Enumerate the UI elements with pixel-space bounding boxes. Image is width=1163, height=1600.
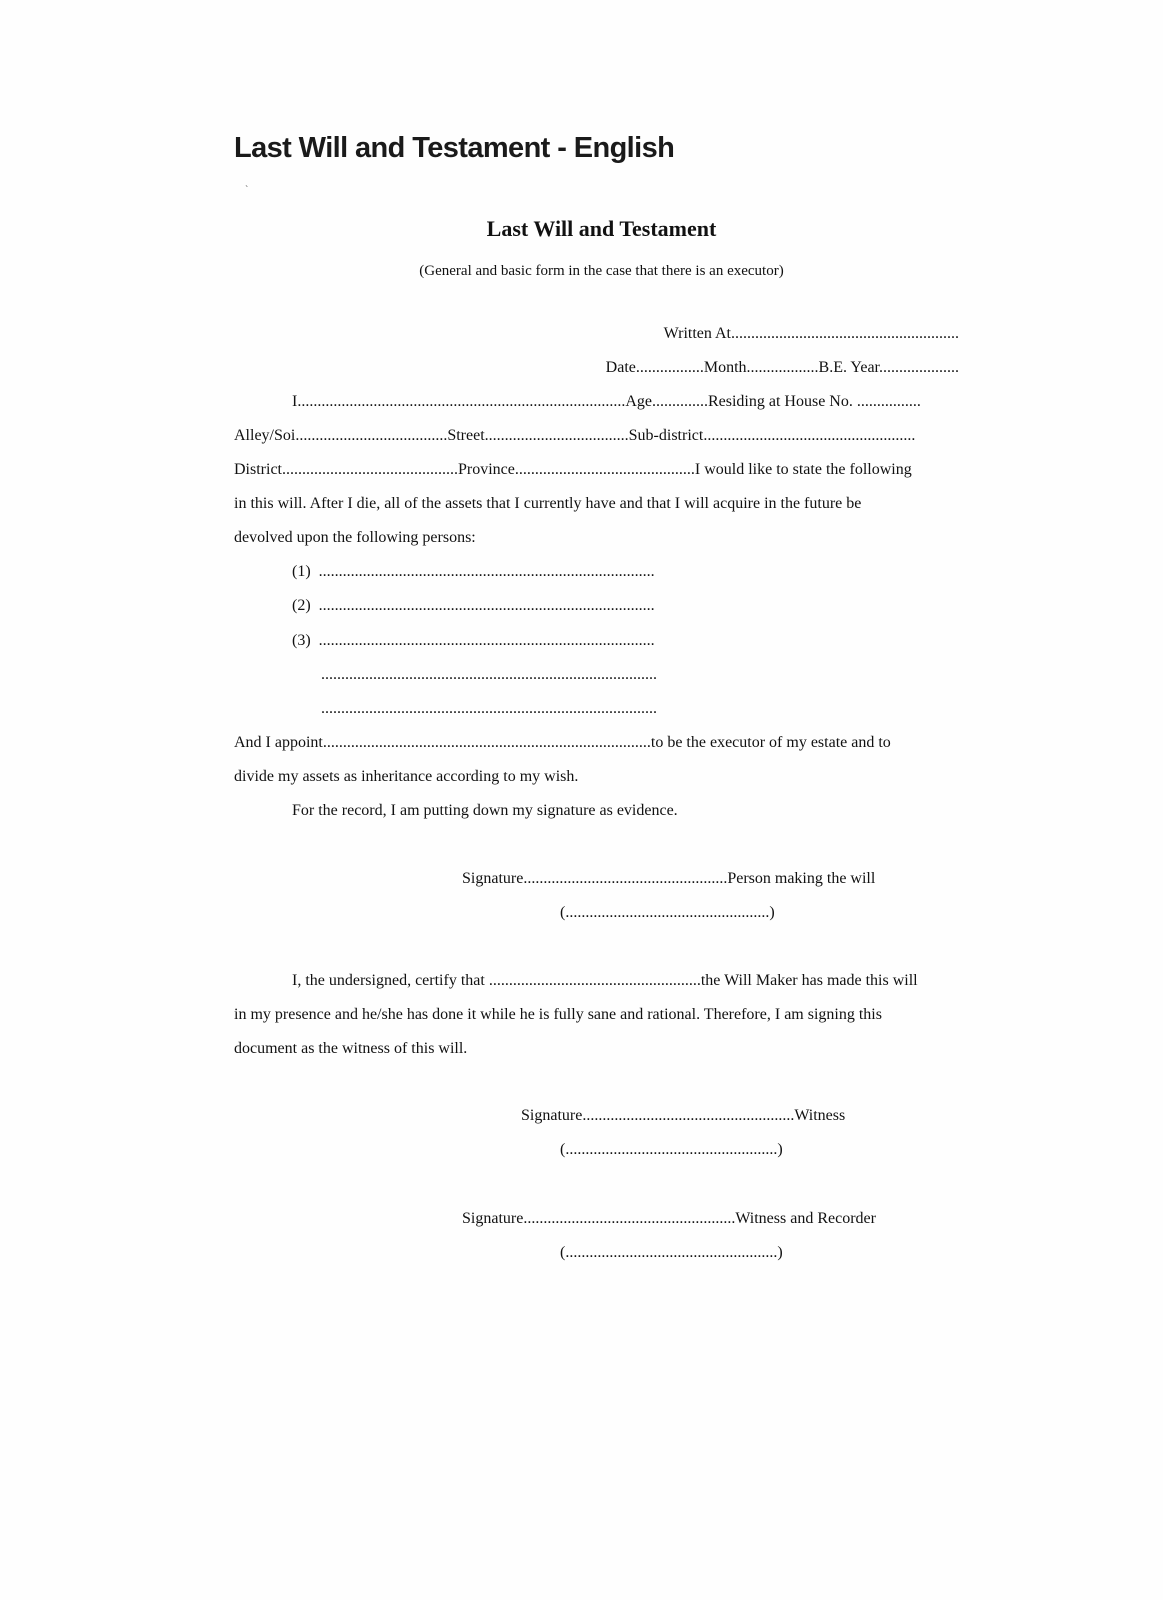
stray-mark: ` [245, 185, 249, 196]
district-line: District............................................Province.............................................I would like to state the following [234, 461, 912, 478]
form-subtitle: (General and basic form in the case that there is an executor) [419, 263, 784, 279]
heir-blank-line-2: .................................................................................... [321, 700, 657, 717]
heir-blank-line-1: .................................................................................... [321, 666, 657, 683]
page-title: Last Will and Testament - English [234, 132, 675, 164]
will-maker-signature: Signature...................................................Person making the will [462, 870, 876, 887]
heir-line-3: (3) .................................................................................... [292, 632, 655, 649]
name-age-line: I..................................................................................Age..............Residing at House No. ................ [292, 393, 921, 410]
recorder-signature: Signature.....................................................Witness and Recorder [462, 1210, 876, 1227]
address-line: Alley/Soi......................................Street....................................Sub-district..................................................... [234, 427, 916, 444]
form-title: Last Will and Testament [486, 216, 717, 241]
will-maker-name: (...................................................) [560, 904, 775, 921]
witness-document-line: document as the witness of this will. [234, 1040, 468, 1057]
heir-line-1: (1) .................................................................................... [292, 563, 655, 580]
executor-line: And I appoint..................................................................................to be the executor of my estate and to [234, 734, 891, 751]
devolved-line: devolved upon the following persons: [234, 529, 476, 546]
heir-line-2: (2) .................................................................................... [292, 597, 655, 614]
certify-line: I, the undersigned, certify that .....................................................the Will Maker has made this will [292, 972, 918, 989]
will-statement-line: in this will. After I die, all of the assets that I currently have and that I will acquire in the future be [234, 495, 862, 512]
date-line: Date.................Month..................B.E. Year.................... [605, 359, 959, 376]
written-at-line: Written At......................................................... [663, 325, 959, 342]
divide-assets-line: divide my assets as inheritance according to my wish. [234, 768, 579, 785]
record-line: For the record, I am putting down my signature as evidence. [292, 802, 678, 819]
witness-signature: Signature.....................................................Witness [521, 1107, 846, 1124]
recorder-name: (.....................................................) [560, 1244, 783, 1261]
witness-name: (.....................................................) [560, 1141, 783, 1158]
presence-line: in my presence and he/she has done it while he is fully sane and rational. Therefore, I am signing this [234, 1006, 882, 1023]
